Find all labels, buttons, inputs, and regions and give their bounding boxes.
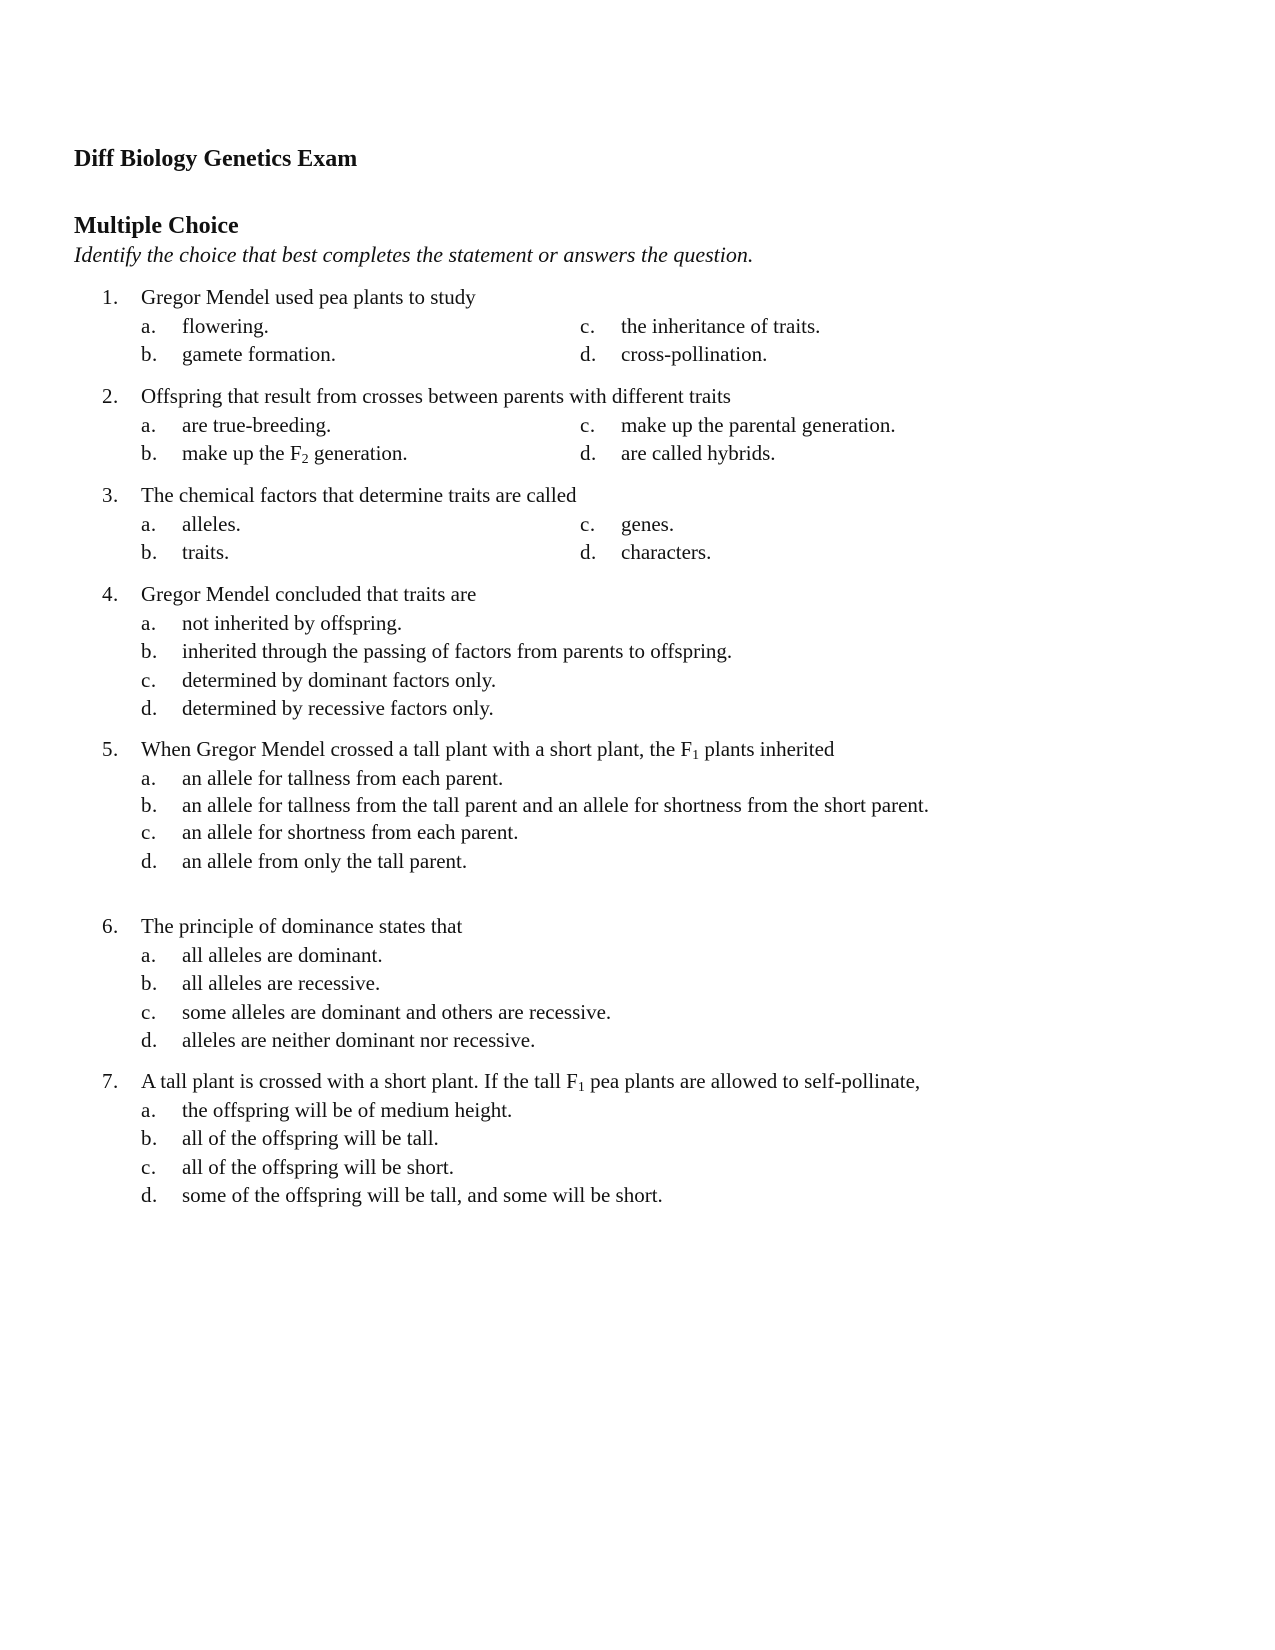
question-7 [0, 1067, 1275, 1210]
choice-text: characters. [621, 540, 712, 564]
choice-grid [0, 312, 1275, 369]
choice-d[interactable]: d. some of the offspring will be tall, and some will be short. [141, 1183, 663, 1207]
question-text: Gregor Mendel concluded that traits are [141, 582, 477, 606]
choice-text: are true-breeding. [182, 412, 332, 437]
choice-d[interactable]: d. are called hybrids. [580, 441, 776, 465]
choice-text: the offspring will be of medium height. [182, 1097, 513, 1122]
choice-text: all of the offspring will be tall. [182, 1126, 439, 1150]
choice-text: cross-pollination. [621, 342, 768, 366]
choice-a[interactable]: a. all alleles are dominant. [141, 942, 383, 967]
choice-text: are called hybrids. [621, 441, 776, 465]
choice-text: some alleles are dominant and others are recessive. [182, 999, 612, 1024]
question-4 [0, 580, 1275, 723]
choice-d[interactable]: d. alleles are neither dominant nor recessive. [141, 1028, 536, 1052]
choice-text: genes. [621, 511, 675, 536]
choice-d[interactable]: d. an allele from only the tall parent. [141, 848, 468, 873]
choice-a[interactable]: a. are true-breeding. [141, 412, 332, 437]
choice-text: flowering. [182, 313, 269, 338]
choice-text: make up the $F_2$ generation. [182, 441, 408, 467]
question-number: 1. [102, 285, 119, 309]
choice-a[interactable]: a. not inherited by offspring. [141, 610, 403, 635]
question-number: 6. [102, 914, 119, 938]
question-stem [0, 283, 1275, 312]
question-text: Gregor Mendel used pea plants to study [141, 285, 476, 309]
choice-text: the inheritance of traits. [621, 313, 821, 338]
choice-text: an allele from only the tall parent. [182, 848, 468, 873]
question-stem [0, 481, 1275, 510]
choice-text: an allele for shortness from each parent. [182, 820, 519, 844]
question-6 [0, 912, 1275, 1055]
choice-text: some of the offspring will be tall, and some will be short. [182, 1183, 663, 1207]
choice-a[interactable]: a. the offspring will be of medium height. [141, 1097, 513, 1122]
choice-c[interactable]: c. the inheritance of traits. [580, 313, 821, 338]
choice-text: all alleles are dominant. [182, 942, 383, 967]
choice-d[interactable]: d. cross-pollination. [580, 342, 768, 366]
question-text: A tall plant is crossed with a short plant. If the tall $F_1$ pea plants are allowed to self-pollinate, [141, 1069, 921, 1095]
choice-d[interactable]: d. characters. [580, 540, 712, 564]
choice-text: gamete formation. [182, 342, 336, 366]
choice-c[interactable]: c. all of the offspring will be short. [141, 1154, 454, 1179]
choice-text: alleles. [182, 511, 241, 536]
choice-b[interactable]: b. inherited through the passing of factors from parents to offspring. [141, 639, 733, 663]
question-stem [0, 580, 1275, 609]
question-text: When Gregor Mendel crossed a tall plant with a short plant, the $F_1$ plants inherited [141, 737, 835, 763]
question-number: 3. [102, 483, 119, 507]
choice-text: inherited through the passing of factors from parents to offspring. [182, 639, 733, 663]
choice-a[interactable]: a. flowering. [141, 313, 269, 338]
section-title: Multiple Choice [74, 213, 239, 239]
choice-text: traits. [182, 540, 230, 564]
choice-b[interactable]: b. make up the $F_2$ generation. [141, 441, 408, 467]
choice-b[interactable]: b. an allele for tallness from the tall parent and an allele for shortness from the short parent. [141, 793, 929, 817]
question-number: 7. [102, 1069, 119, 1093]
question-stem [0, 735, 1275, 764]
question-number: 5. [102, 737, 119, 761]
choice-b[interactable]: b. gamete formation. [141, 342, 336, 366]
choice-grid [0, 510, 1275, 567]
question-text: The principle of dominance states that [141, 914, 463, 938]
choice-text: determined by recessive factors only. [182, 696, 494, 720]
question-stem [0, 1067, 1275, 1096]
choice-text: all of the offspring will be short. [182, 1154, 454, 1179]
choice-text: make up the parental generation. [621, 412, 896, 437]
choice-c[interactable]: c. make up the parental generation. [580, 412, 896, 437]
choice-a[interactable]: a. alleles. [141, 511, 241, 536]
choice-text: alleles are neither dominant nor recessive. [182, 1028, 536, 1052]
choice-text: an allele for tallness from the tall parent and an allele for shortness from the short parent. [182, 793, 929, 817]
choice-c[interactable]: c. some alleles are dominant and others are recessive. [141, 999, 612, 1024]
question-2 [0, 382, 1275, 468]
exam-title: Diff Biology Genetics Exam [74, 146, 358, 172]
choice-d[interactable]: d. determined by recessive factors only. [141, 696, 494, 720]
question-5 [0, 735, 1275, 875]
choice-grid [0, 411, 1275, 468]
question-1 [0, 283, 1275, 369]
question-text: The chemical factors that determine traits are called [141, 483, 577, 507]
choice-c[interactable]: c. genes. [580, 511, 675, 536]
choice-text: not inherited by offspring. [182, 610, 403, 635]
choice-b[interactable]: b. all alleles are recessive. [141, 971, 381, 995]
question-3 [0, 481, 1275, 567]
question-stem [0, 382, 1275, 411]
question-stem [0, 912, 1275, 941]
question-number: 2. [102, 384, 119, 408]
question-text: Offspring that result from crosses between parents with different traits [141, 384, 731, 408]
choice-c[interactable]: c. determined by dominant factors only. [141, 667, 497, 692]
choice-text: all alleles are recessive. [182, 971, 381, 995]
choice-text: an allele for tallness from each parent. [182, 765, 504, 790]
choice-b[interactable]: b. all of the offspring will be tall. [141, 1126, 439, 1150]
choice-text: determined by dominant factors only. [182, 667, 497, 692]
choice-c[interactable]: c. an allele for shortness from each parent. [141, 820, 519, 844]
question-number: 4. [102, 582, 119, 606]
choice-b[interactable]: b. traits. [141, 540, 230, 564]
choice-a[interactable]: a. an allele for tallness from each parent. [141, 765, 504, 790]
instructions: Identify the choice that best completes the statement or answers the question. [74, 242, 754, 267]
